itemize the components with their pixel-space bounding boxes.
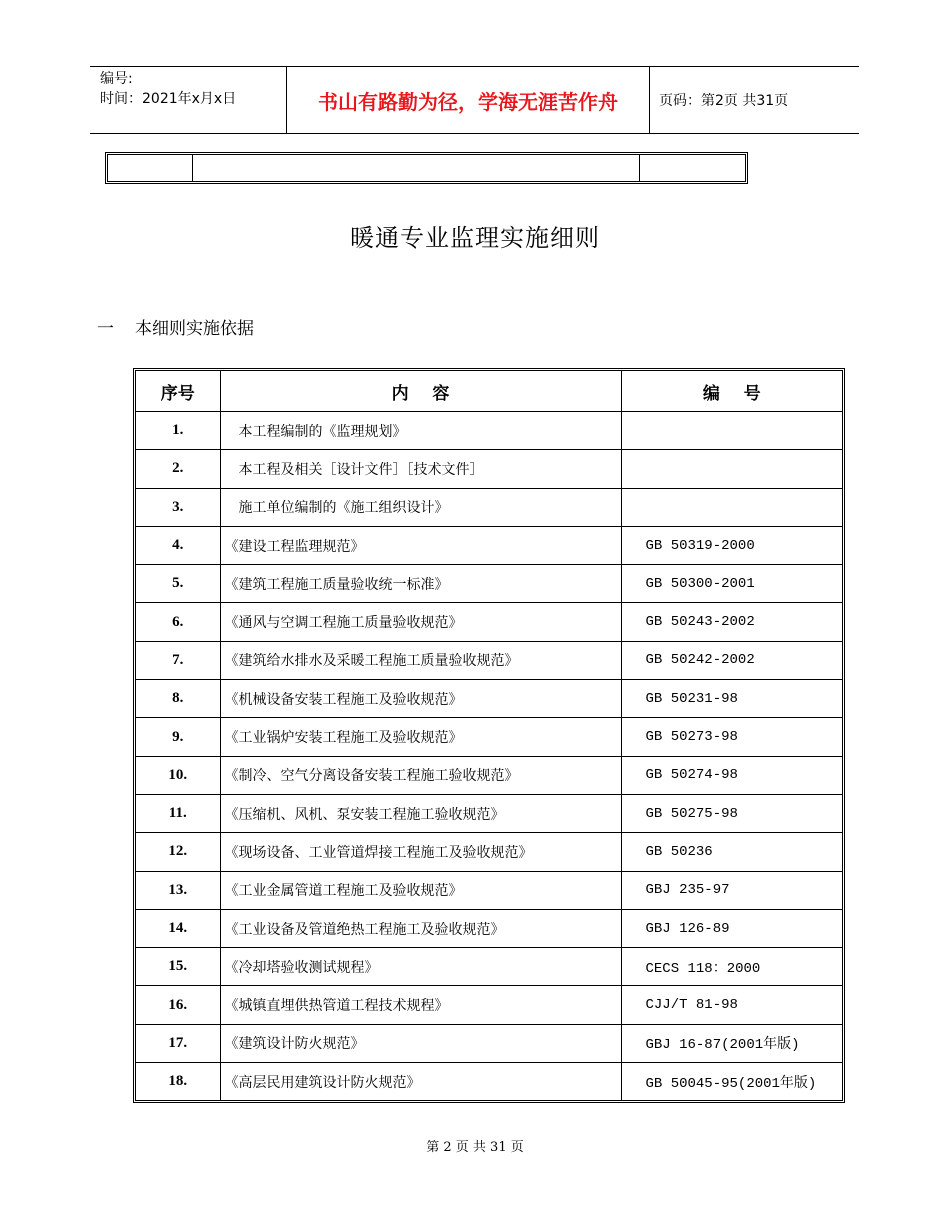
row-content: 《建筑设计防火规范》 <box>220 1024 621 1062</box>
row-seq: 13. <box>136 871 220 909</box>
header-motto: 书山有路勤为径，学海无涯苦作舟 <box>318 89 618 114</box>
table-row <box>136 986 842 1024</box>
table-divider <box>639 155 640 181</box>
row-code: GB 50045-95(2001年版) <box>621 1063 842 1101</box>
row-content: 《通风与空调工程施工质量验收规范》 <box>220 603 621 641</box>
row-content: 《城镇直埋供热管道工程技术规程》 <box>220 986 621 1024</box>
empty-header-table <box>105 152 748 184</box>
table-row <box>136 641 842 679</box>
row-seq: 3. <box>136 488 220 526</box>
row-seq: 14. <box>136 909 220 947</box>
row-seq: 5. <box>136 565 220 603</box>
row-seq: 7. <box>136 641 220 679</box>
row-content: 本工程编制的《监理规划》 <box>220 412 621 450</box>
table-row <box>136 909 842 947</box>
table-row <box>136 680 842 718</box>
row-seq: 16. <box>136 986 220 1024</box>
row-seq: 4. <box>136 526 220 564</box>
header-time-label: 时间：2021年x月x日 <box>100 91 237 107</box>
row-code: GB 50243-2002 <box>621 603 842 641</box>
row-code: GB 50236 <box>621 833 842 871</box>
section-heading <box>97 314 254 339</box>
row-content: 《工业锅炉安装工程施工及验收规范》 <box>220 718 621 756</box>
row-code <box>621 488 842 526</box>
header-divider <box>649 67 650 133</box>
table-row <box>136 603 842 641</box>
row-code: CJJ/T 81-98 <box>621 986 842 1024</box>
row-seq: 10. <box>136 756 220 794</box>
row-code <box>621 412 842 450</box>
row-seq: 15. <box>136 948 220 986</box>
table-row <box>136 756 842 794</box>
header-seq: 序号 <box>136 371 220 412</box>
table-row <box>136 871 842 909</box>
table-row <box>136 565 842 603</box>
row-seq: 11. <box>136 794 220 832</box>
row-seq: 6. <box>136 603 220 641</box>
section-number: 一 <box>97 319 114 339</box>
row-code: GB 50231-98 <box>621 680 842 718</box>
row-code: GB 50300-2001 <box>621 565 842 603</box>
row-seq: 1. <box>136 412 220 450</box>
header-code: 编 号 <box>621 371 842 412</box>
section-title: 本细则实施依据 <box>135 319 254 339</box>
row-content: 《现场设备、工业管道焊接工程施工及验收规范》 <box>220 833 621 871</box>
row-content: 施工单位编制的《施工组织设计》 <box>220 488 621 526</box>
header-content: 内 容 <box>220 371 621 412</box>
row-content: 《机械设备安装工程施工及验收规范》 <box>220 680 621 718</box>
table-row <box>136 948 842 986</box>
page-header <box>90 66 859 134</box>
row-content: 《工业设备及管道绝热工程施工及验收规范》 <box>220 909 621 947</box>
table-row <box>136 1063 842 1101</box>
row-code: GB 50275-98 <box>621 794 842 832</box>
table-row <box>136 488 842 526</box>
row-content: 《建筑工程施工质量验收统一标准》 <box>220 565 621 603</box>
table-row <box>136 794 842 832</box>
row-content: 《工业金属管道工程施工及验收规范》 <box>220 871 621 909</box>
row-code: GBJ 235-97 <box>621 871 842 909</box>
table-header-row <box>136 371 842 412</box>
row-content: 本工程及相关［设计文件］［技术文件］ <box>220 450 621 488</box>
header-number-label: 编号: <box>100 71 133 87</box>
row-code: GB 50274-98 <box>621 756 842 794</box>
row-code: GB 50319-2000 <box>621 526 842 564</box>
row-code: GBJ 126-89 <box>621 909 842 947</box>
row-seq: 17. <box>136 1024 220 1062</box>
page-footer: 第 2 页 共 31 页 <box>426 1140 524 1155</box>
basis-table-grid <box>136 371 842 1100</box>
row-code: GB 50242-2002 <box>621 641 842 679</box>
header-meta <box>100 69 236 109</box>
row-seq: 9. <box>136 718 220 756</box>
row-content: 《高层民用建筑设计防火规范》 <box>220 1063 621 1101</box>
row-code: GBJ 16-87(2001年版) <box>621 1024 842 1062</box>
row-seq: 2. <box>136 450 220 488</box>
table-row <box>136 1024 842 1062</box>
row-code: GB 50273-98 <box>621 718 842 756</box>
row-content: 《建筑给水排水及采暖工程施工质量验收规范》 <box>220 641 621 679</box>
row-code <box>621 450 842 488</box>
row-content: 《制冷、空气分离设备安装工程施工验收规范》 <box>220 756 621 794</box>
row-seq: 8. <box>136 680 220 718</box>
row-content: 《冷却塔验收测试规程》 <box>220 948 621 986</box>
table-row <box>136 412 842 450</box>
table-row <box>136 526 842 564</box>
row-seq: 18. <box>136 1063 220 1101</box>
table-row <box>136 450 842 488</box>
row-content: 《建设工程监理规范》 <box>220 526 621 564</box>
table-row <box>136 718 842 756</box>
basis-table <box>133 368 845 1103</box>
document-title: 暖通专业监理实施细则 <box>350 224 600 252</box>
row-content: 《压缩机、风机、泵安装工程施工验收规范》 <box>220 794 621 832</box>
table-divider <box>192 155 193 181</box>
row-code: CECS 118：2000 <box>621 948 842 986</box>
header-page-info: 页码：第2页 共31页 <box>659 93 789 109</box>
row-seq: 12. <box>136 833 220 871</box>
table-row <box>136 833 842 871</box>
